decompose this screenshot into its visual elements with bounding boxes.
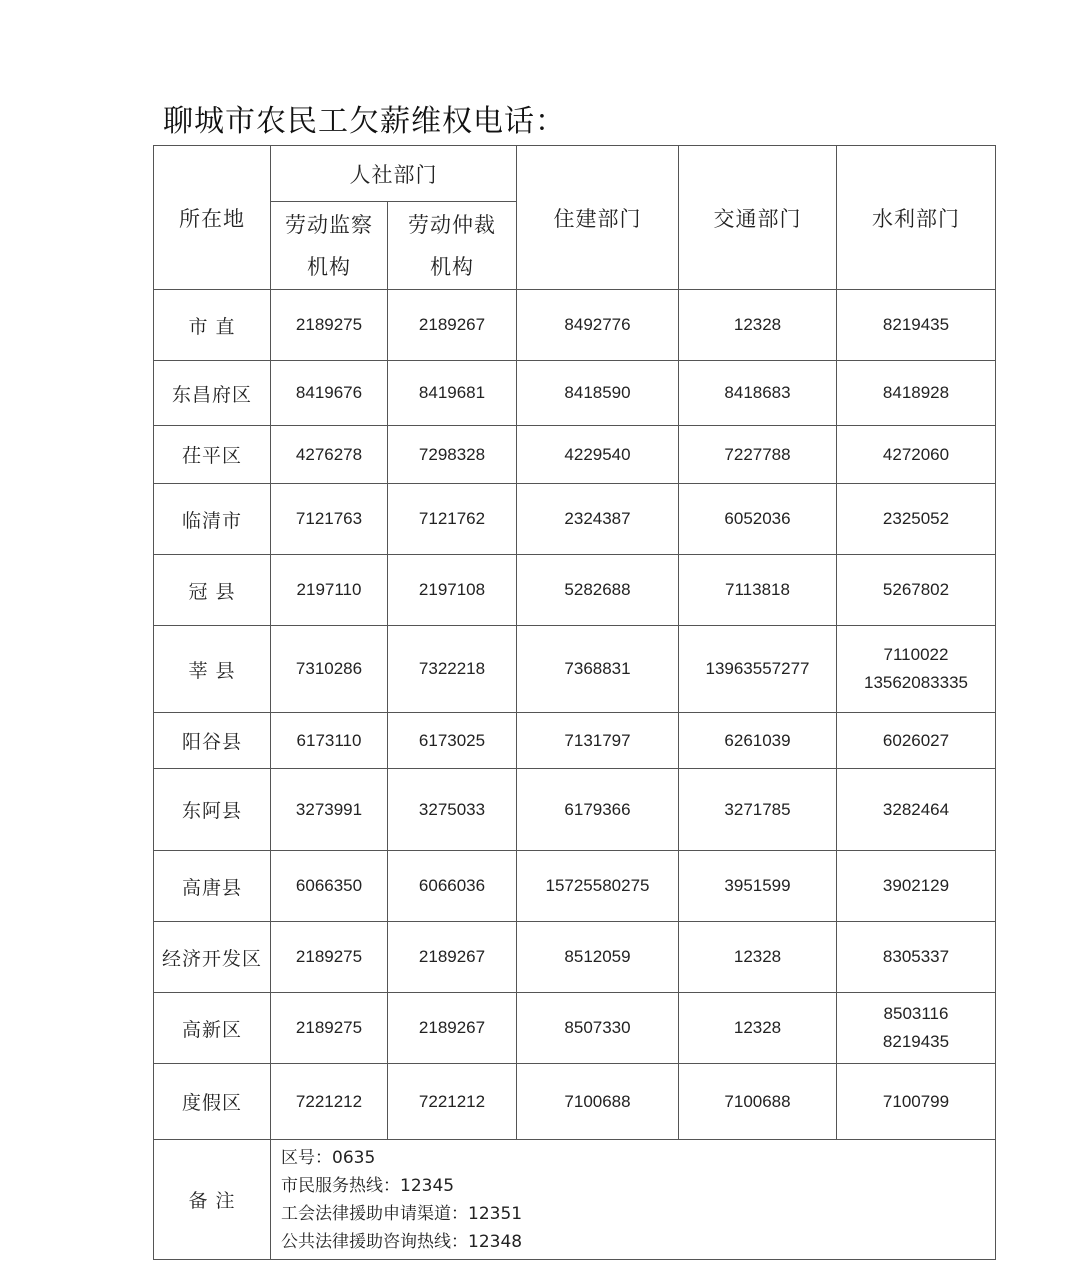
table-row bbox=[154, 626, 996, 713]
header-labor-arbitration-line2: 机构 bbox=[430, 254, 474, 279]
water-phone-cell bbox=[837, 361, 996, 426]
labor-arbitration-phone: 2197108 bbox=[388, 555, 517, 626]
labor-inspection-phone: 2197110 bbox=[271, 555, 388, 626]
labor-inspection-phone: 2189275 bbox=[271, 922, 388, 993]
labor-inspection-phone: 7221212 bbox=[271, 1064, 388, 1140]
labor-inspection-phone: 6173110 bbox=[271, 713, 388, 769]
transport-phone: 13963557277 bbox=[679, 626, 837, 713]
housing-phone: 2324387 bbox=[517, 484, 679, 555]
location-cell: 冠 县 bbox=[154, 555, 271, 626]
housing-phone: 7131797 bbox=[517, 713, 679, 769]
header-hr-group: 人社部门 bbox=[271, 146, 517, 202]
labor-inspection-phone: 7310286 bbox=[271, 626, 388, 713]
labor-arbitration-phone: 2189267 bbox=[388, 922, 517, 993]
water-phone: 8219435 bbox=[882, 1032, 950, 1051]
water-phone-cell bbox=[837, 851, 996, 922]
table-row bbox=[154, 484, 996, 555]
location-cell: 茌平区 bbox=[154, 426, 271, 484]
housing-phone: 5282688 bbox=[517, 555, 679, 626]
water-phone-cell bbox=[837, 922, 996, 993]
transport-phone: 7227788 bbox=[679, 426, 837, 484]
header-labor-inspection-line2: 机构 bbox=[307, 254, 351, 279]
transport-phone: 6052036 bbox=[679, 484, 837, 555]
transport-phone: 3271785 bbox=[679, 769, 837, 851]
transport-phone: 6261039 bbox=[679, 713, 837, 769]
note-line: 公共法律援助咨询热线：12348 bbox=[281, 1231, 523, 1252]
header-labor-arbitration bbox=[388, 202, 517, 290]
housing-phone: 8492776 bbox=[517, 290, 679, 361]
labor-arbitration-phone: 2189267 bbox=[388, 993, 517, 1064]
water-phone-cell bbox=[837, 769, 996, 851]
notes-content bbox=[271, 1140, 996, 1260]
housing-phone: 8507330 bbox=[517, 993, 679, 1064]
location-cell: 高新区 bbox=[154, 993, 271, 1064]
housing-phone: 8418590 bbox=[517, 361, 679, 426]
labor-inspection-phone: 7121763 bbox=[271, 484, 388, 555]
table-row bbox=[154, 1064, 996, 1140]
header-transport: 交通部门 bbox=[679, 146, 837, 290]
table-row bbox=[154, 713, 996, 769]
labor-arbitration-phone: 8419681 bbox=[388, 361, 517, 426]
water-phone-cell bbox=[837, 290, 996, 361]
water-phone: 5267802 bbox=[882, 580, 950, 599]
labor-arbitration-phone: 2189267 bbox=[388, 290, 517, 361]
housing-phone: 7100688 bbox=[517, 1064, 679, 1140]
housing-phone: 15725580275 bbox=[517, 851, 679, 922]
location-cell: 莘 县 bbox=[154, 626, 271, 713]
labor-inspection-phone: 2189275 bbox=[271, 993, 388, 1064]
notes-row bbox=[154, 1140, 996, 1260]
water-phone: 7110022 bbox=[883, 645, 949, 664]
water-phone-cell bbox=[837, 1064, 996, 1140]
water-phone: 6026027 bbox=[882, 730, 950, 750]
location-cell: 度假区 bbox=[154, 1064, 271, 1140]
transport-phone: 7113818 bbox=[679, 555, 837, 626]
header-labor-inspection-line1: 劳动监察 bbox=[285, 212, 373, 237]
water-phone: 13562083335 bbox=[863, 673, 968, 692]
location-cell: 阳谷县 bbox=[154, 713, 271, 769]
labor-arbitration-phone: 6173025 bbox=[388, 713, 517, 769]
labor-arbitration-phone: 7121762 bbox=[388, 484, 517, 555]
table-row bbox=[154, 769, 996, 851]
transport-phone: 7100688 bbox=[679, 1064, 837, 1140]
table-row bbox=[154, 922, 996, 993]
water-phone: 4272060 bbox=[882, 444, 950, 464]
water-phone-cell bbox=[837, 484, 996, 555]
transport-phone: 12328 bbox=[679, 993, 837, 1064]
header-labor-inspection bbox=[271, 202, 388, 290]
location-cell: 东昌府区 bbox=[154, 361, 271, 426]
housing-phone: 8512059 bbox=[517, 922, 679, 993]
header-location: 所在地 bbox=[154, 146, 271, 290]
labor-arbitration-phone: 7322218 bbox=[388, 626, 517, 713]
water-phone: 8503116 bbox=[883, 1004, 949, 1023]
header-labor-arbitration-line1: 劳动仲裁 bbox=[408, 212, 496, 237]
header-housing: 住建部门 bbox=[517, 146, 679, 290]
page-title: 聊城市农民工欠薪维权电话： bbox=[163, 104, 566, 139]
notes-label: 备 注 bbox=[154, 1140, 271, 1260]
note-line: 区号：0635 bbox=[281, 1147, 376, 1168]
water-phone-cell bbox=[837, 626, 996, 713]
water-phone: 2325052 bbox=[882, 509, 950, 528]
labor-inspection-phone: 6066350 bbox=[271, 851, 388, 922]
location-cell: 东阿县 bbox=[154, 769, 271, 851]
location-cell: 高唐县 bbox=[154, 851, 271, 922]
water-phone: 7100799 bbox=[882, 1091, 950, 1111]
water-phone: 3902129 bbox=[882, 876, 950, 895]
hotline-table bbox=[153, 145, 996, 1260]
location-cell: 经济开发区 bbox=[154, 922, 271, 993]
water-phone: 8219435 bbox=[882, 315, 950, 334]
labor-arbitration-phone: 3275033 bbox=[388, 769, 517, 851]
transport-phone: 8418683 bbox=[679, 361, 837, 426]
housing-phone: 4229540 bbox=[517, 426, 679, 484]
note-line: 工会法律援助申请渠道：12351 bbox=[281, 1203, 523, 1224]
transport-phone: 12328 bbox=[679, 922, 837, 993]
housing-phone: 6179366 bbox=[517, 769, 679, 851]
water-phone-cell bbox=[837, 426, 996, 484]
note-line: 市民服务热线：12345 bbox=[281, 1175, 455, 1196]
table-row bbox=[154, 993, 996, 1064]
location-cell: 市 直 bbox=[154, 290, 271, 361]
labor-arbitration-phone: 7221212 bbox=[388, 1064, 517, 1140]
water-phone-cell bbox=[837, 713, 996, 769]
labor-arbitration-phone: 6066036 bbox=[388, 851, 517, 922]
header-water: 水利部门 bbox=[837, 146, 996, 290]
table-row bbox=[154, 555, 996, 626]
housing-phone: 7368831 bbox=[517, 626, 679, 713]
labor-inspection-phone: 3273991 bbox=[271, 769, 388, 851]
table-row bbox=[154, 290, 996, 361]
table-row bbox=[154, 361, 996, 426]
labor-inspection-phone: 8419676 bbox=[271, 361, 388, 426]
header-row-1 bbox=[154, 146, 996, 202]
transport-phone: 12328 bbox=[679, 290, 837, 361]
labor-inspection-phone: 4276278 bbox=[271, 426, 388, 484]
water-phone: 3282464 bbox=[882, 799, 950, 819]
water-phone-cell bbox=[837, 993, 996, 1064]
location-cell: 临清市 bbox=[154, 484, 271, 555]
transport-phone: 3951599 bbox=[679, 851, 837, 922]
table-row bbox=[154, 851, 996, 922]
labor-inspection-phone: 2189275 bbox=[271, 290, 388, 361]
labor-arbitration-phone: 7298328 bbox=[388, 426, 517, 484]
water-phone: 8305337 bbox=[882, 947, 950, 966]
water-phone-cell bbox=[837, 555, 996, 626]
table-row bbox=[154, 426, 996, 484]
water-phone: 8418928 bbox=[882, 383, 950, 402]
